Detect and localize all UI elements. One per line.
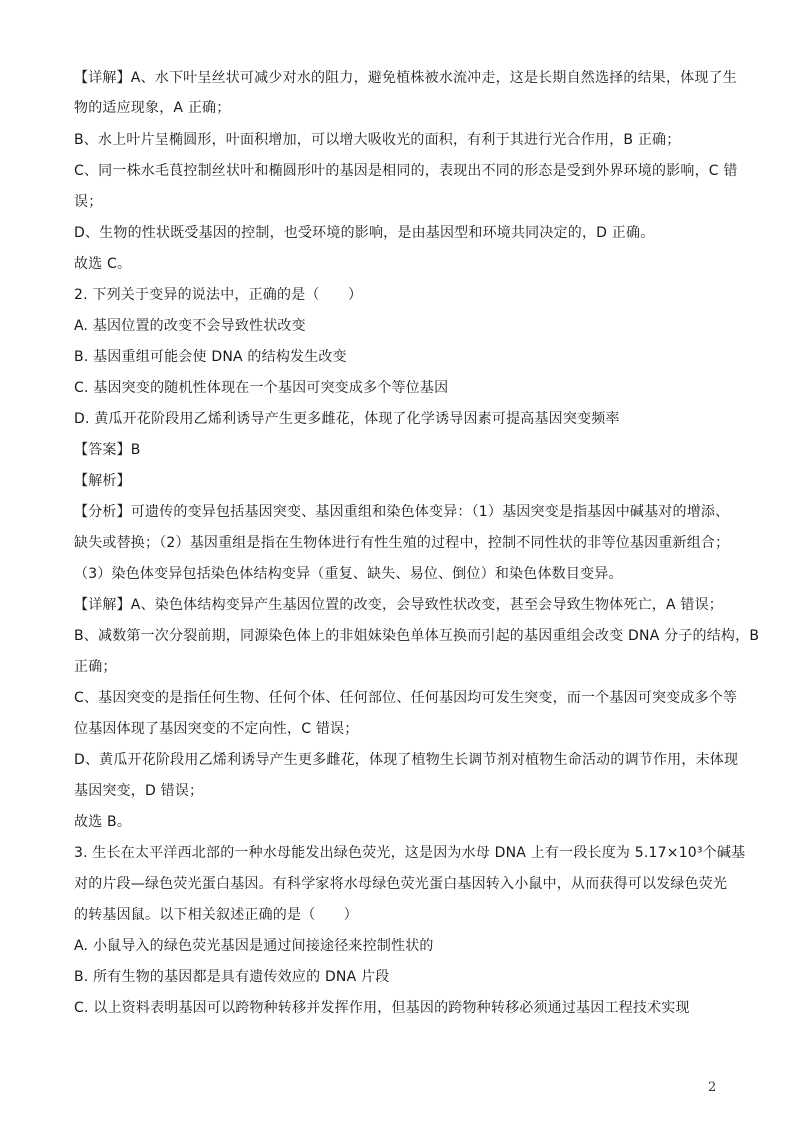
text-line: 物的适应现象，A 正确； — [74, 100, 231, 116]
text-line: 【详解】A、水下叶呈丝状可减少对水的阻力，避免植株被水流冲走，这是长期自然选择的结果，体现了生 — [74, 70, 737, 86]
text-line: 的转基因鼠。以下相关叙述正确的是（ ） — [74, 907, 358, 923]
page-number: 2 — [708, 1080, 717, 1095]
option-c: C. 基因突变的随机性体现在一个基因可突变成多个等位基因 — [74, 380, 449, 396]
question-stem: 2. 下列关于变异的说法中，正确的是（ ） — [74, 287, 363, 303]
text-line: 【详解】A、染色体结构变异产生基因位置的改变，会导致性状改变，甚至会导致生物体死亡，A 错误； — [74, 597, 724, 613]
text-line: （3）染色体变异包括染色体结构变异（重复、缺失、易位、倒位）和染色体数目变异。 — [74, 566, 623, 582]
text-line: D、黄瓜开花阶段用乙烯利诱导产生更多雌花，体现了植物生长调节剂对植物生命活动的调节作用，未体现 — [74, 752, 739, 768]
text-line: 位基因体现了基因突变的不定向性，C 错误； — [74, 721, 359, 737]
text-line: C、基因突变的是指任何生物、任何个体、任何部位、任何基因均可发生突变，而一个基因可突变成多个等 — [74, 690, 738, 706]
text-line: 对的片段—绿色荧光蛋白基因。有科学家将水母绿色荧光蛋白基因转入小鼠中，从而获得可以发绿色荧光 — [74, 876, 728, 892]
text-line: 正确； — [74, 659, 117, 675]
text-line: 【分析】可遗传的变异包括基因突变、基因重组和染色体变异：（1）基因突变是指基因中碱基对的增添、 — [74, 504, 730, 520]
text-line: 基因突变，D 错误； — [74, 783, 204, 799]
text-line: 故选 B。 — [74, 814, 132, 830]
text-line: B、水上叶片呈椭圆形，叶面积增加，可以增大吸收光的面积，有利于其进行光合作用，B 正确； — [74, 132, 681, 148]
text-line: 误； — [74, 194, 103, 210]
option-a: A. 基因位置的改变不会导致性状改变 — [74, 318, 306, 334]
text-line: 故选 C。 — [74, 256, 132, 272]
answer-label: 【答案】B — [74, 442, 141, 458]
option-a: A. 小鼠导入的绿色荧光基因是通过间接途径来控制性状的 — [74, 938, 434, 954]
question-stem: 3. 生长在太平洋西北部的一种水母能发出绿色荧光，这是因为水母 DNA 上有一段长度为 5.17×10³个碱基 — [74, 845, 746, 861]
option-b: B. 所有生物的基因都是具有遗传效应的 DNA 片段 — [74, 969, 390, 985]
text-line: C、同一株水毛茛控制丝状叶和椭圆形叶的基因是相同的，表现出不同的形态是受到外界环境的影响，C 错 — [74, 163, 738, 179]
text-line: D、生物的性状既受基因的控制，也受环境的影响，是由基因型和环境共同决定的，D 正确。 — [74, 225, 655, 241]
text-line: 缺失或替换；（2）基因重组是指在生物体进行有性生殖的过程中，控制不同性状的非等位基因重新组合； — [74, 535, 730, 551]
analysis-label: 【解析】 — [74, 473, 131, 489]
option-b: B. 基因重组可能会使 DNA 的结构发生改变 — [74, 349, 347, 365]
option-c: C. 以上资料表明基因可以跨物种转移并发挥作用，但基因的跨物种转移必须通过基因工程技术实现 — [74, 1000, 690, 1016]
text-line: B、减数第一次分裂前期，同源染色体上的非姐妹染色单体互换而引起的基因重组会改变 DNA 分子的结构，B — [74, 628, 760, 644]
option-d: D. 黄瓜开花阶段用乙烯利诱导产生更多雌花，体现了化学诱导因素可提高基因突变频率 — [74, 411, 620, 427]
